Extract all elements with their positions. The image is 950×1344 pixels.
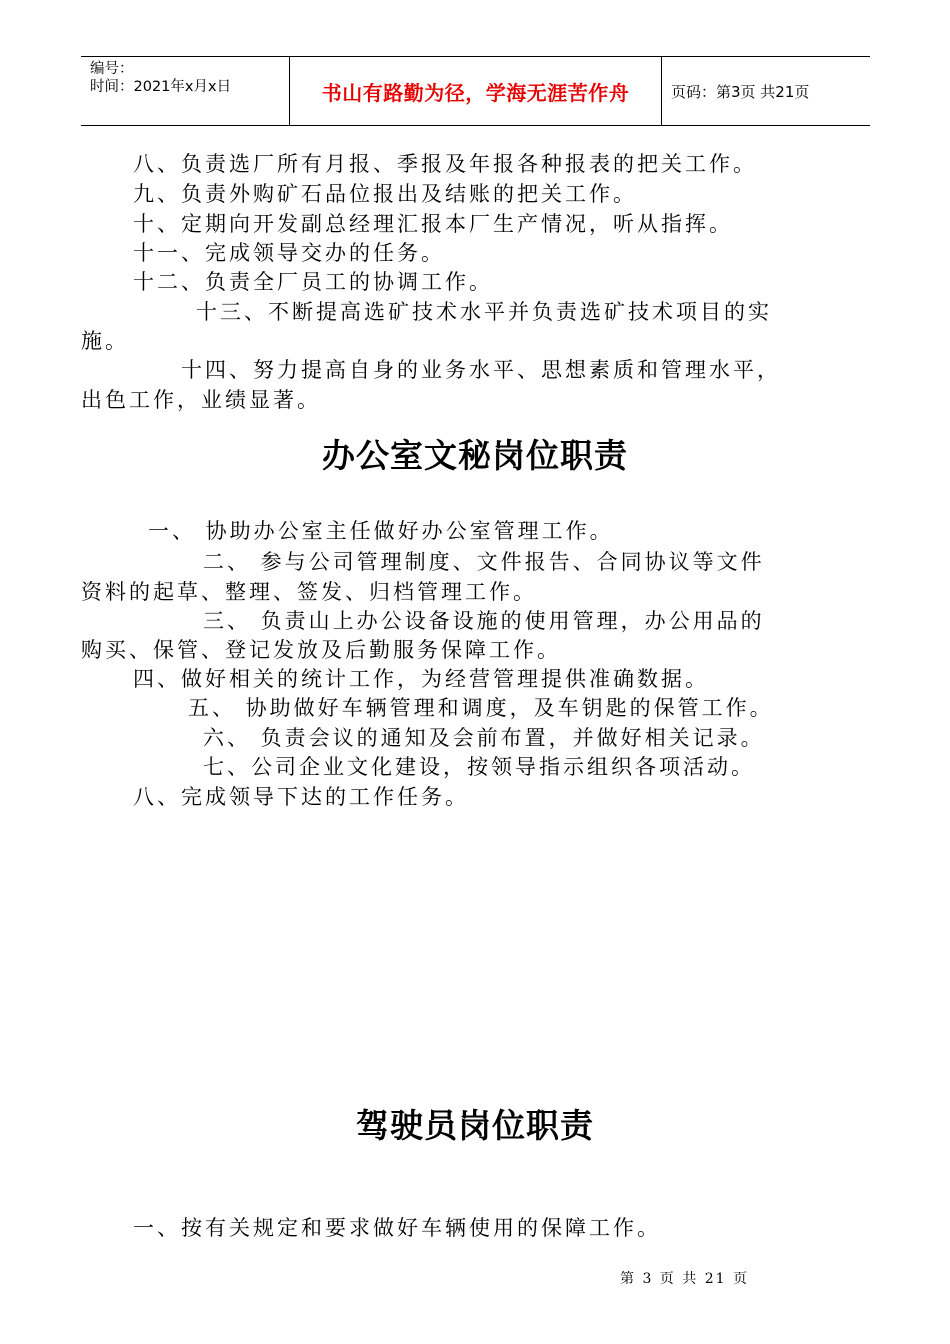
duty-line: 八、完成领导下达的工作任务。 [133, 785, 469, 809]
number-label: 编号： [90, 61, 134, 77]
duty-line: 十、定期向开发副总经理汇报本厂生产情况，听从指挥。 [133, 212, 733, 236]
time-label: 时间：2021年x月x日 [90, 79, 232, 95]
duty-line: 一、按有关规定和要求做好车辆使用的保障工作。 [133, 1216, 661, 1240]
duty-line: 三、 负责山上办公设备设施的使用管理，办公用品的 [203, 609, 765, 633]
duty-line: 十二、负责全厂员工的协调工作。 [133, 270, 493, 294]
duty-line: 六、 负责会议的通知及会前布置，并做好相关记录。 [203, 726, 765, 750]
header-table [81, 56, 870, 126]
duty-line: 九、负责外购矿石品位报出及结账的把关工作。 [133, 182, 637, 206]
duty-line: 二、 参与公司管理制度、文件报告、合同协议等文件 [203, 550, 765, 574]
duty-line: 十四、努力提高自身的业务水平、思想素质和管理水平， [181, 358, 781, 382]
duty-line: 七、公司企业文化建设，按领导指示组织各项活动。 [203, 755, 755, 779]
duty-line: 购买、保管、登记发放及后勤服务保障工作。 [81, 638, 561, 662]
duty-line: 八、负责选厂所有月报、季报及年报各种报表的把关工作。 [133, 152, 757, 176]
duty-line: 五、 协助做好车辆管理和调度，及车钥匙的保管工作。 [188, 696, 774, 720]
section-title-secretary: 办公室文秘岗位职责 [322, 436, 628, 475]
duty-line: 资料的起草、整理、签发、归档管理工作。 [81, 580, 537, 604]
duty-line: 施。 [81, 329, 129, 353]
duty-line: 一、 协助办公室主任做好办公室管理工作。 [148, 519, 614, 543]
duty-line: 四、做好相关的统计工作，为经营管理提供准确数据。 [133, 667, 709, 691]
page-footer: 第 3 页 共 21 页 [620, 1271, 749, 1287]
header-page-info: 页码：第3页 共21页 [671, 82, 810, 101]
header-meta-cell [81, 57, 290, 125]
duty-line: 十三、不断提高选矿技术水平并负责选矿技术项目的实 [196, 300, 772, 324]
duty-line: 十一、完成领导交办的任务。 [133, 241, 445, 265]
header-motto: 书山有路勤为径，学海无涯苦作舟 [290, 57, 662, 125]
duty-line: 出色工作，业绩显著。 [81, 388, 321, 412]
section-title-driver: 驾驶员岗位职责 [356, 1106, 594, 1145]
